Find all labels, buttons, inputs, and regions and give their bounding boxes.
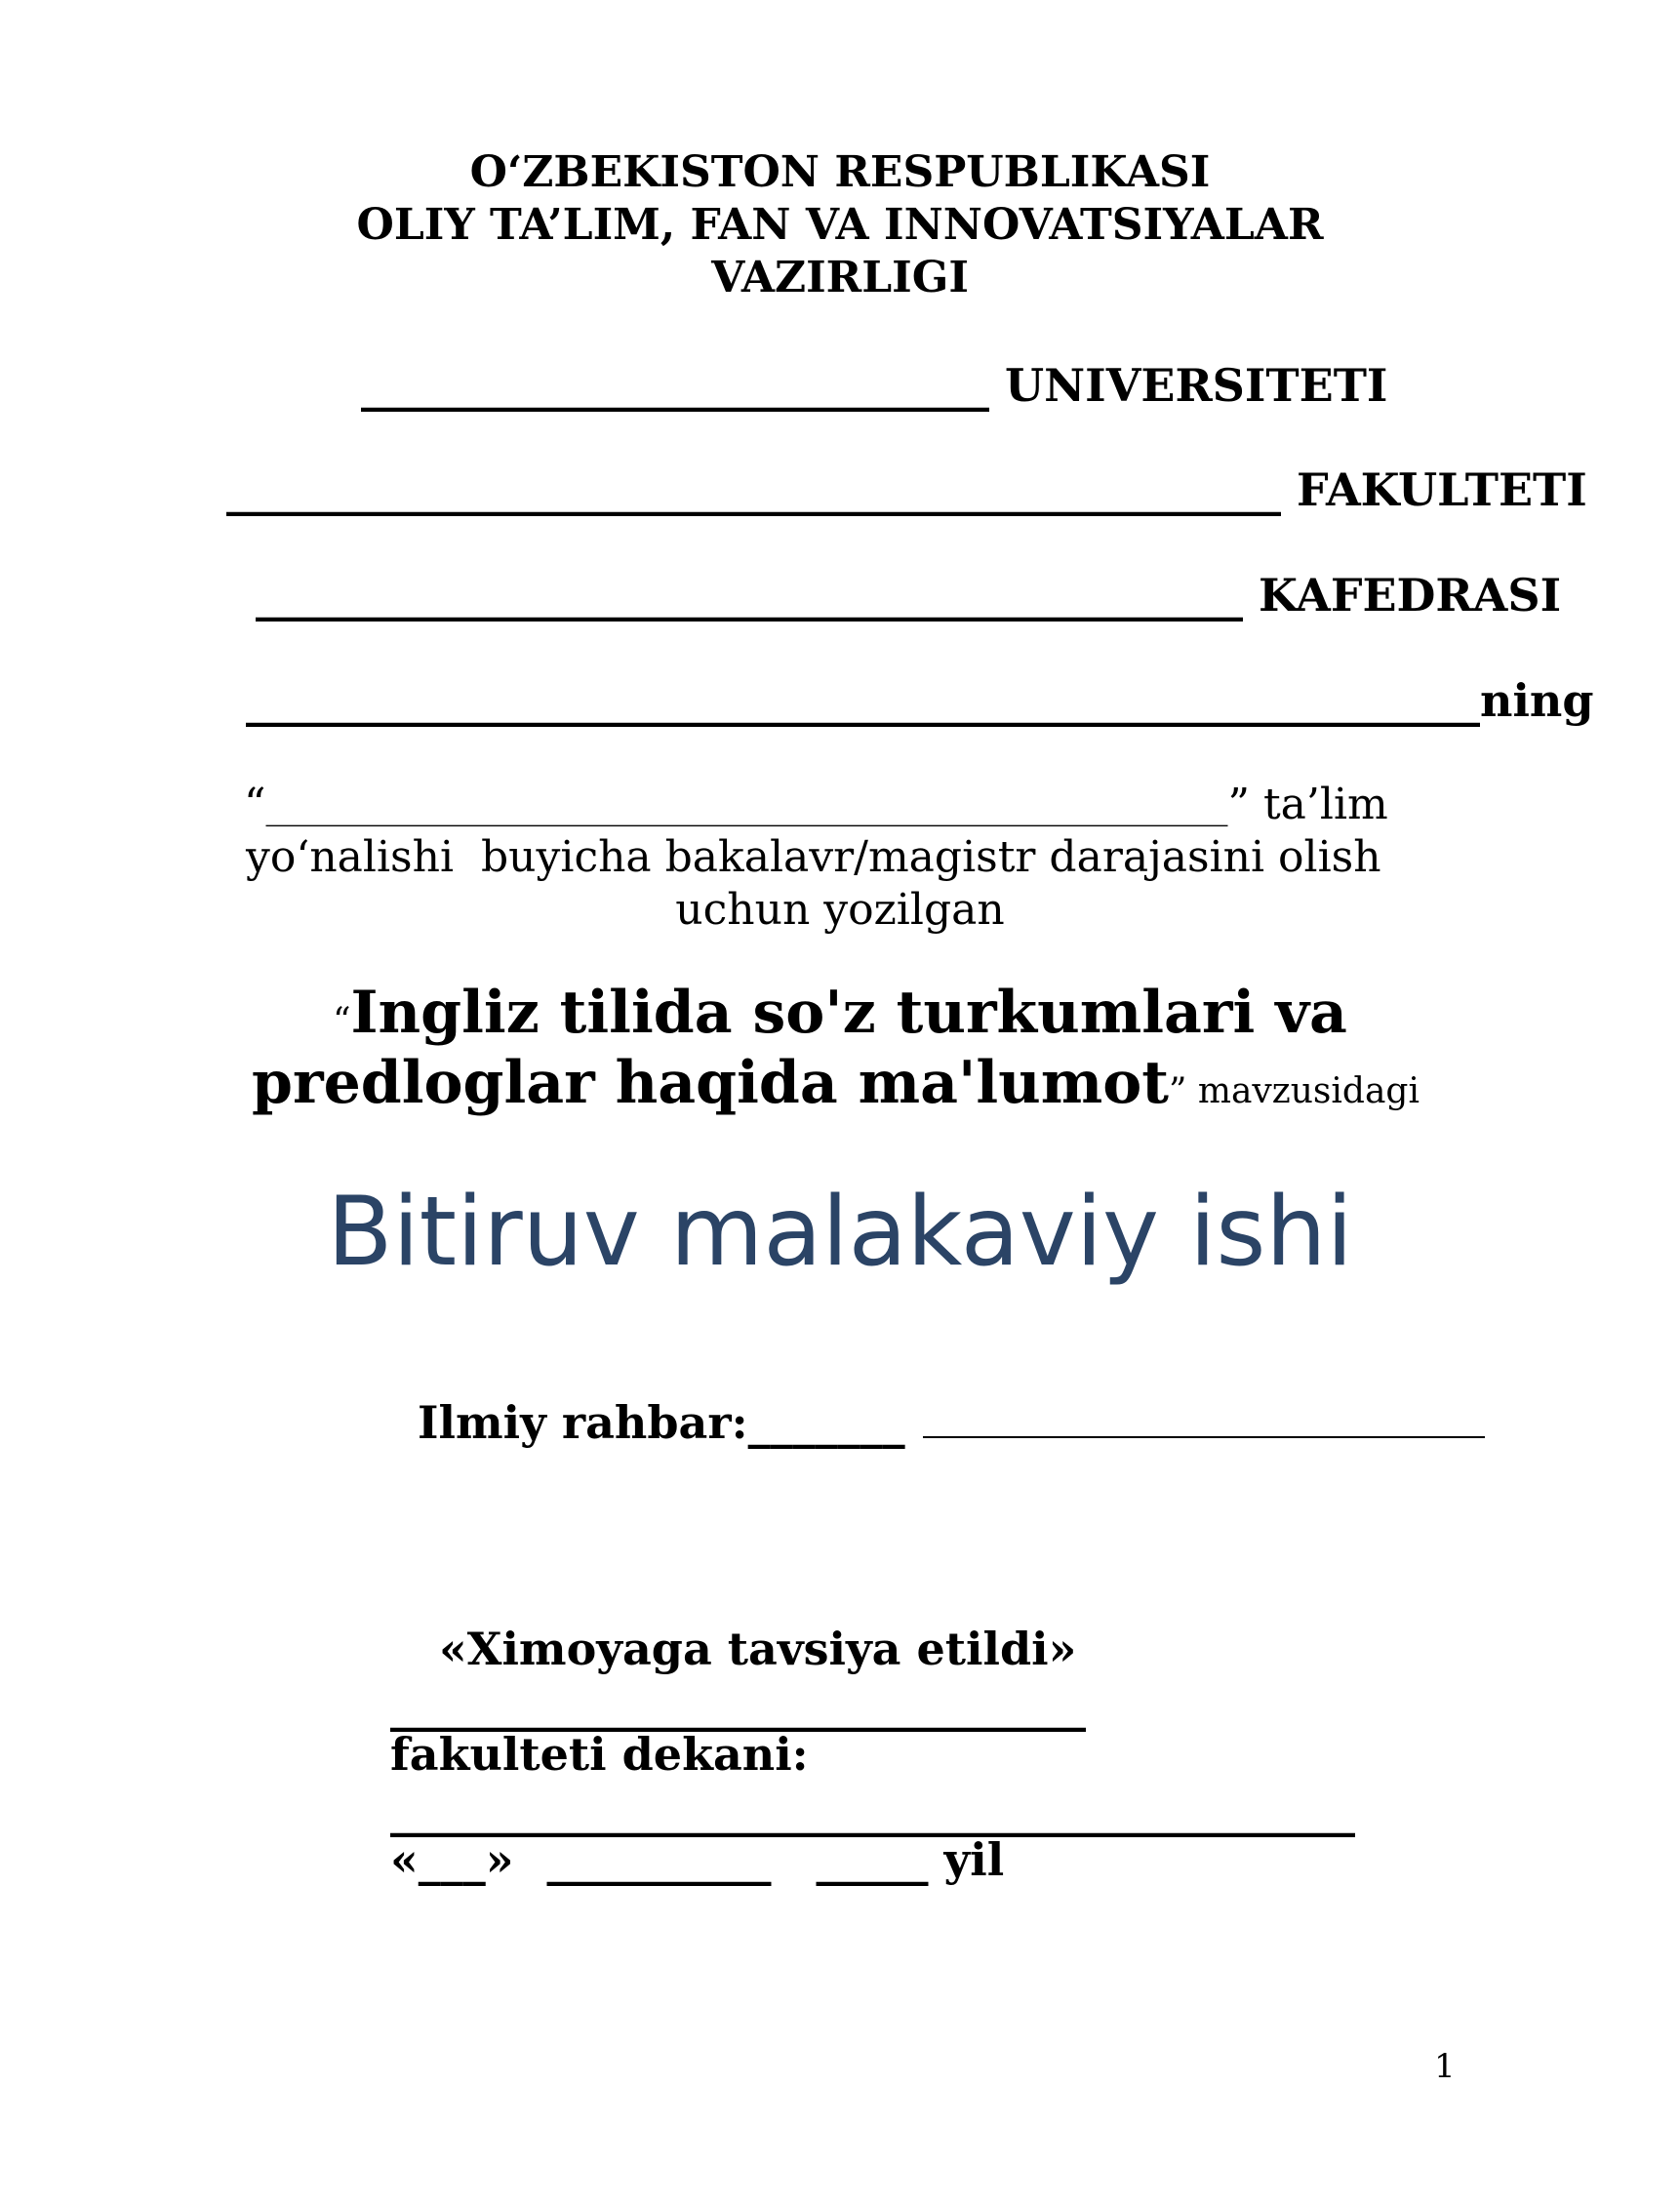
department-blank[interactable]: ____________________________________________ [256, 569, 1243, 622]
topic-open-quote: “ [333, 1001, 351, 1041]
topic-line-1 [0, 978, 1680, 1057]
date-month-blank[interactable]: __________ [546, 1833, 772, 1886]
faculty-blank[interactable]: _______________________________________________ [226, 463, 1281, 516]
defense-blank-1[interactable]: _______________________________ [390, 1679, 1086, 1732]
date-close: » [485, 1833, 514, 1886]
supervisor-row [418, 1393, 1485, 1452]
date-day-blank[interactable]: ___ [418, 1833, 486, 1886]
topic-close-quote: ” [1168, 1071, 1187, 1111]
defense-blank-2[interactable]: ___________________________________________ [390, 1785, 1355, 1837]
direction-close-quote: ” ta’lim [1227, 780, 1388, 829]
date-year-blank[interactable]: _____ [816, 1833, 929, 1886]
year-label: yil [943, 1833, 1005, 1886]
document-title: Bitiruv malakaviy ishi [327, 1177, 1353, 1288]
direction-line-1 [244, 779, 1388, 834]
university-label: UNIVERSITETI [1005, 359, 1388, 412]
university-row [361, 356, 1387, 415]
topic-text-1: Ingliz tilida so'z turkumlari va [350, 979, 1347, 1047]
direction-open-quote: “ [244, 780, 266, 829]
owner-blank[interactable]: _______________________________________________________ [246, 674, 1480, 727]
page-number: 1 [1434, 2047, 1456, 2086]
faculty-row [226, 461, 1587, 519]
direction-blank[interactable]: __________________________________________________________ [265, 788, 1228, 827]
supervisor-label: Ilmiy rahbar: [418, 1396, 748, 1449]
direction-line-2: yo‘nalishi buyicha bakalavr/magistr darajasini olish [246, 832, 1381, 882]
topic-line-2 [252, 1048, 1420, 1127]
date-open: « [390, 1833, 419, 1886]
date-row [390, 1830, 1004, 1889]
dean-label: fakulteti dekani: [390, 1728, 809, 1781]
faculty-label: FAKULTETI [1297, 463, 1587, 516]
supervisor-name-line[interactable] [923, 1434, 1485, 1438]
topic-suffix: mavzusidagi [1186, 1071, 1420, 1111]
department-label: KAFEDRASI [1259, 569, 1562, 622]
ministry-line-1: O‘ZBEKISTON RESPUBLIKASI [469, 147, 1211, 197]
direction-line-3: uchun yozilgan [675, 885, 1005, 935]
department-row [256, 566, 1561, 624]
topic-text-2: predloglar haqida ma'lumot [252, 1049, 1169, 1117]
university-blank[interactable]: ____________________________ [361, 359, 989, 412]
ministry-line-2: OLIY TA’LIM, FAN VA INNOVATSIYALAR [356, 200, 1324, 250]
owner-row [246, 671, 1594, 730]
ministry-line-3: VAZIRLIGI [711, 253, 969, 302]
owner-label: ning [1480, 674, 1594, 727]
defense-recommended: «Ximoyaga tavsiya etildi» [439, 1623, 1077, 1675]
supervisor-blank-bold[interactable]: _______ [747, 1396, 905, 1449]
